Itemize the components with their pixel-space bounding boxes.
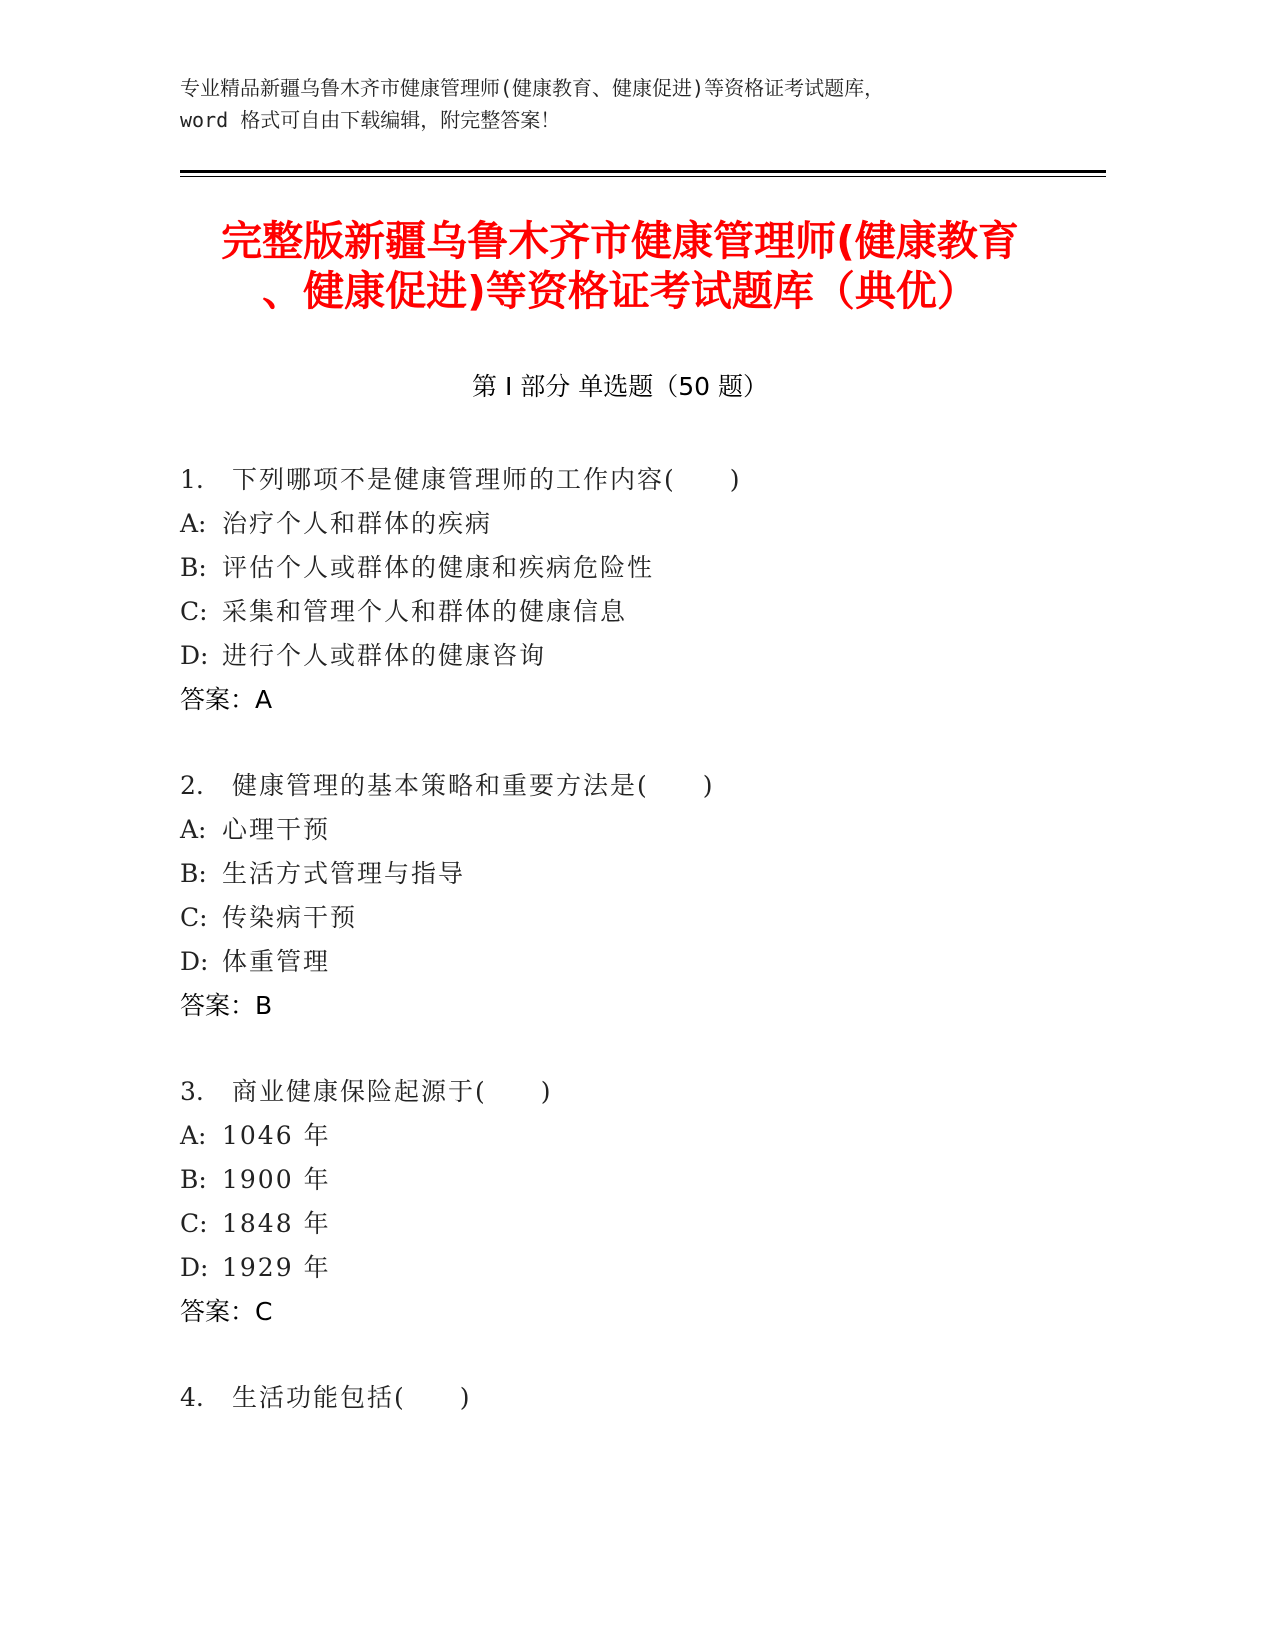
option-d xyxy=(180,940,1080,984)
option-text: 生活方式管理与指导 xyxy=(222,859,466,888)
option-b xyxy=(180,1158,1080,1202)
question-2 xyxy=(180,764,1080,1028)
answer: 答案：C xyxy=(180,1297,273,1326)
question-1 xyxy=(180,458,1080,722)
option-letter: D: xyxy=(180,947,209,976)
question-stem xyxy=(180,458,1080,502)
answer: 答案：B xyxy=(180,991,273,1020)
option-a xyxy=(180,1114,1080,1158)
option-text: 评估个人或群体的健康和疾病危险性 xyxy=(222,553,655,582)
option-text: 1848 年 xyxy=(222,1209,331,1238)
question-list xyxy=(180,458,1080,1462)
question-number: 2. xyxy=(180,771,204,800)
option-letter: A: xyxy=(180,815,207,844)
option-letter: D: xyxy=(180,1253,209,1282)
question-number: 3. xyxy=(180,1077,204,1106)
option-a xyxy=(180,808,1080,852)
question-4 xyxy=(180,1376,1080,1420)
option-letter: C: xyxy=(180,1209,208,1238)
option-text: 治疗个人和群体的疾病 xyxy=(222,509,493,538)
option-c xyxy=(180,590,1080,634)
option-d xyxy=(180,1246,1080,1290)
option-c xyxy=(180,896,1080,940)
option-letter: A: xyxy=(180,509,207,538)
option-text: 体重管理 xyxy=(222,947,331,976)
question-number: 1. xyxy=(180,465,204,494)
option-text: 进行个人或群体的健康咨询 xyxy=(222,641,547,670)
option-b xyxy=(180,546,1080,590)
option-text: 采集和管理个人和群体的健康信息 xyxy=(222,597,628,626)
header-divider-thick xyxy=(180,170,1106,173)
option-letter: B: xyxy=(180,859,207,888)
question-text: 健康管理的基本策略和重要方法是( ) xyxy=(231,771,715,800)
question-text: 下列哪项不是健康管理师的工作内容( ) xyxy=(231,465,742,494)
question-number: 4. xyxy=(180,1383,204,1412)
document-title-line-1: 完整版新疆乌鲁木齐市健康管理师(健康教育 xyxy=(221,217,1019,265)
document-title-line-2: 、健康促进)等资格证考试题库（典优） xyxy=(262,267,978,315)
option-letter: D: xyxy=(180,641,209,670)
option-letter: B: xyxy=(180,553,207,582)
question-stem xyxy=(180,1070,1080,1114)
option-text: 1900 年 xyxy=(222,1165,331,1194)
question-3 xyxy=(180,1070,1080,1334)
option-text: 心理干预 xyxy=(222,815,331,844)
question-text: 生活功能包括( ) xyxy=(231,1383,472,1412)
answer: 答案：A xyxy=(180,685,273,714)
document-title xyxy=(180,216,1060,316)
header-divider-thin xyxy=(180,176,1106,177)
header-note-line-2: word 格式可自由下载编辑，附完整答案！ xyxy=(180,108,561,132)
option-text: 1046 年 xyxy=(222,1121,331,1150)
option-letter: C: xyxy=(180,597,208,626)
question-stem xyxy=(180,764,1080,808)
option-a xyxy=(180,502,1080,546)
question-text: 商业健康保险起源于( ) xyxy=(231,1077,553,1106)
option-text: 1929 年 xyxy=(222,1253,331,1282)
option-letter: C: xyxy=(180,903,208,932)
option-c xyxy=(180,1202,1080,1246)
header-note xyxy=(180,72,1080,136)
question-stem xyxy=(180,1376,1080,1420)
option-d xyxy=(180,634,1080,678)
section-title: 第 I 部分 单选题（50 题） xyxy=(472,372,768,401)
option-letter: B: xyxy=(180,1165,207,1194)
header-note-line-1: 专业精品新疆乌鲁木齐市健康管理师(健康教育、健康促进)等资格证考试题库， xyxy=(180,76,885,100)
option-letter: A: xyxy=(180,1121,207,1150)
option-b xyxy=(180,852,1080,896)
option-text: 传染病干预 xyxy=(222,903,358,932)
